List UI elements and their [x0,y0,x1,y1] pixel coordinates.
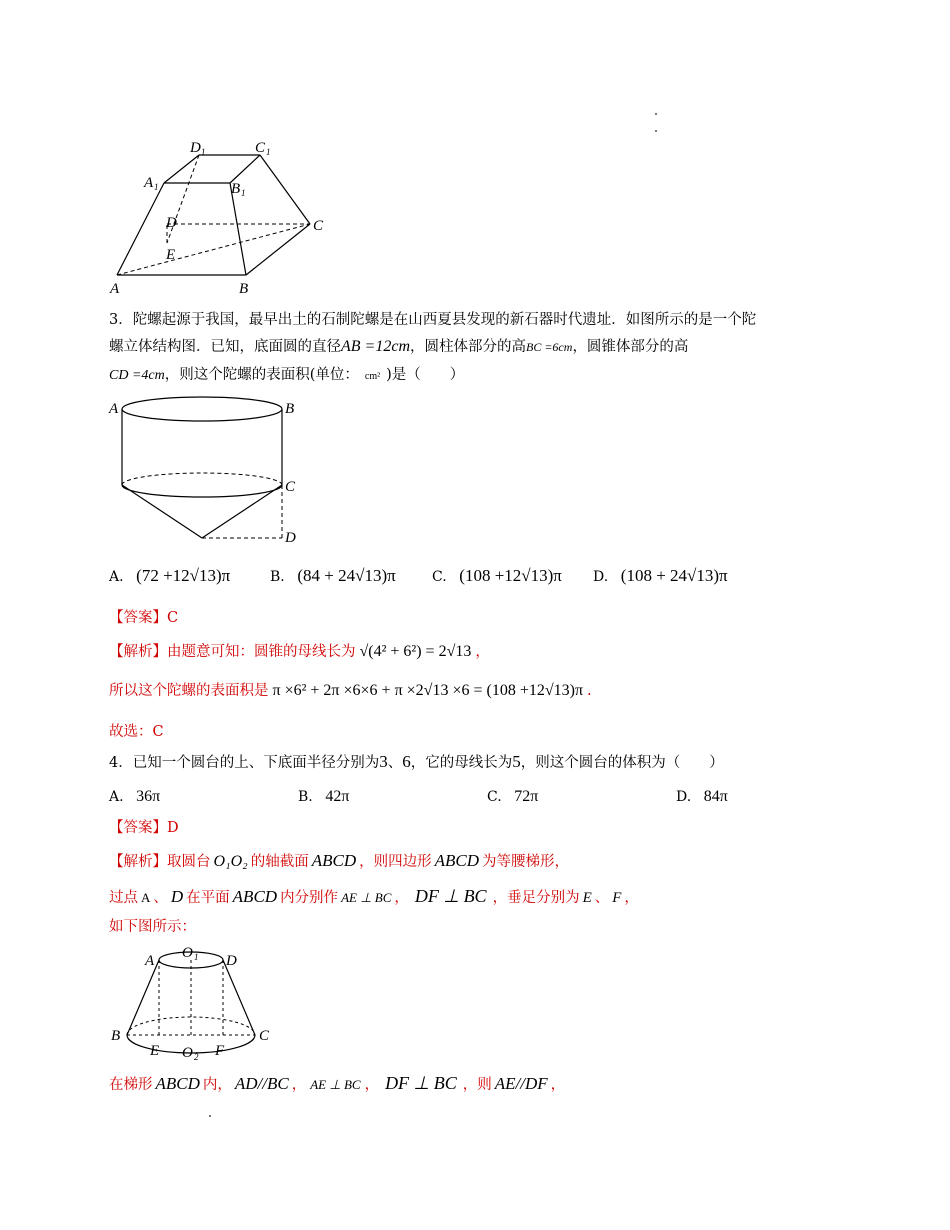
q4-analysis-line3: 如下图所示： [109,919,196,935]
label-O1-sub: 1 [194,952,199,962]
label-C: C [285,479,296,495]
label-D: D [285,530,296,546]
label-E: E [150,1043,160,1059]
q3-stem-line2 [109,337,688,357]
analysis-math: DF ⊥ BC [385,1073,457,1093]
q4-answer: 【答案】D [109,820,179,836]
q4-analysis-line4 [109,1073,565,1095]
label-A: A [110,281,120,297]
option-letter: C. [487,789,502,805]
analysis-math: E [582,890,592,906]
analysis-math: ABCD [311,851,357,870]
q4-text: 、 [387,755,403,771]
analysis-text: ， [364,1077,380,1093]
q3-analysis-line2 [109,681,592,701]
option-letter: B. [298,789,313,805]
analysis-math: F [612,890,622,906]
label-O2: O [182,1045,193,1061]
label-C: C [313,218,324,234]
q3-unit: cm² [364,371,381,382]
q3-analysis-line1 [109,642,490,662]
q4-analysis-line1 [109,851,569,872]
label-A: A [145,953,155,969]
q3-stem-line3 [109,365,464,387]
label-A1: A [144,175,154,191]
analysis-text: 由题意可知：圆锥的母线长为 [167,644,356,660]
label-C1: C [255,140,266,156]
analysis-tag: 【解析】 [109,644,167,660]
spinning-top-figure [105,393,325,548]
q3-text: ，圆柱体部分的高 [410,339,526,355]
q4-l: 5 [512,752,521,771]
q4-text: 4．已知一个圆台的上、下底面半径分别为 [109,755,380,771]
analysis-text: ， [291,1077,307,1093]
analysis-math: O₁O₂ [213,853,248,870]
option-letter: A. [109,789,124,805]
analysis-math: D [170,887,184,906]
analysis-text: 内， [202,1077,232,1093]
analysis-text: 在平面 [186,890,230,906]
label-B: B [111,1028,121,1044]
analysis-math: A [141,890,151,905]
analysis-text: ，则四边形 [359,854,432,870]
analysis-text: 过点 [109,890,138,906]
q4-analysis-line2 [109,886,639,908]
analysis-math: ABCD [232,887,278,906]
label-A1-sub: 1 [154,182,159,192]
scan-speck [655,113,657,115]
label-A: A [109,401,119,417]
cone-frustum-figure [105,943,285,1063]
scan-speck [209,1115,211,1117]
option-letter: A. [109,569,124,585]
q3-option-c [432,566,562,587]
q3-text: )是（ ） [386,367,465,383]
option-letter: D. [593,569,609,585]
q3-ab-eq: AB =12cm [341,338,410,355]
label-B1: B [231,181,241,197]
option-value: 36π [136,788,161,805]
q3-answer: 【答案】C [109,610,179,626]
option-expr: (84 + 24√13)π [297,566,396,585]
option-expr: (72 +12√13)π [136,566,231,585]
analysis-text: 在梯形 [109,1077,153,1093]
option-letter: C. [432,569,447,585]
q3-option-a [109,566,230,587]
label-D: D [166,215,177,231]
q4-r2: 6 [402,752,411,771]
q4-text: ，则这个圆台的体积为（ ） [520,755,724,771]
q3-stem-line1: 3．陀螺起源于我国，最早出土的石制陀螺是在山西夏县发现的新石器时代遗址．如图所示的是一个陀 [109,312,757,328]
analysis-text: ， [394,890,409,906]
label-O1: O [182,945,193,961]
label-B: B [239,281,249,297]
analysis-text: 、 [153,890,168,906]
analysis-text: ， [624,890,639,906]
option-letter: D. [676,789,692,805]
analysis-expr: √(4² + 6²) = 2√13 [359,643,472,660]
option-value: 42π [325,788,350,805]
analysis-text: ，则 [462,1077,492,1093]
q3-text: 螺立体结构图．已知，底面圆的直径 [109,339,341,355]
label-B1-sub: 1 [241,188,246,198]
q4-r1: 3 [379,752,388,771]
label-E: E [166,247,176,263]
q4-option-c [487,787,538,807]
q4-option-a [109,787,160,807]
analysis-math: AE//DF [494,1074,548,1093]
label-O2-sub: 2 [194,1052,199,1062]
frustum-figure [100,135,340,300]
q3-cd-eq: CD =4cm [109,368,165,383]
scan-speck [655,130,657,132]
analysis-text: 、 [594,890,610,906]
analysis-text: ， [550,1077,566,1093]
label-D: D [226,953,237,969]
analysis-text: 的轴截面 [250,854,309,870]
label-C1-sub: 1 [266,147,271,157]
label-C: C [259,1028,270,1044]
label-F: F [215,1043,225,1059]
analysis-expr: π ×6² + 2π ×6×6 + π ×2√13 ×6 = (108 +12√13)π [272,682,584,699]
analysis-math: DF ⊥ BC [414,886,487,906]
q3-option-b [270,566,396,587]
q3-text: ，则这个陀螺的表面积(单位： [164,367,359,383]
q4-option-d [676,787,728,807]
analysis-math: ABCD [434,851,480,870]
q3-conclusion: 故选：C [109,724,164,740]
option-expr: (108 +12√13)π [459,566,562,585]
label-D1-sub: 1 [201,147,206,157]
analysis-text: ， [475,644,490,660]
analysis-text: ，垂足分别为 [492,890,580,906]
q3-option-d [593,566,728,587]
analysis-text: 所以这个陀螺的表面积是 [109,683,269,699]
analysis-math: ABCD [155,1074,200,1093]
option-letter: B. [270,569,285,585]
q3-bc-eq: BC =6cm [526,340,573,354]
analysis-text: . [587,683,592,699]
analysis-tag: 【解析】 [109,854,167,870]
analysis-text: 内分别作 [280,890,339,906]
q4-text: ，它的母线长为 [410,755,513,771]
q4-option-b [298,787,349,807]
option-value: 84π [703,788,728,805]
analysis-math: AE ⊥ BC [341,890,392,905]
option-value: 72π [514,788,539,805]
q3-text: ，圆锥体部分的高 [572,339,689,355]
label-D1: D [190,140,201,156]
option-expr: (108 + 24√13)π [620,566,728,585]
q4-stem [109,752,724,773]
analysis-text: 为等腰梯形， [482,854,570,870]
analysis-math: AD//BC [234,1074,289,1093]
label-B: B [285,401,295,417]
analysis-math: AE ⊥ BC [310,1077,361,1092]
analysis-text: 取圆台 [167,854,211,870]
